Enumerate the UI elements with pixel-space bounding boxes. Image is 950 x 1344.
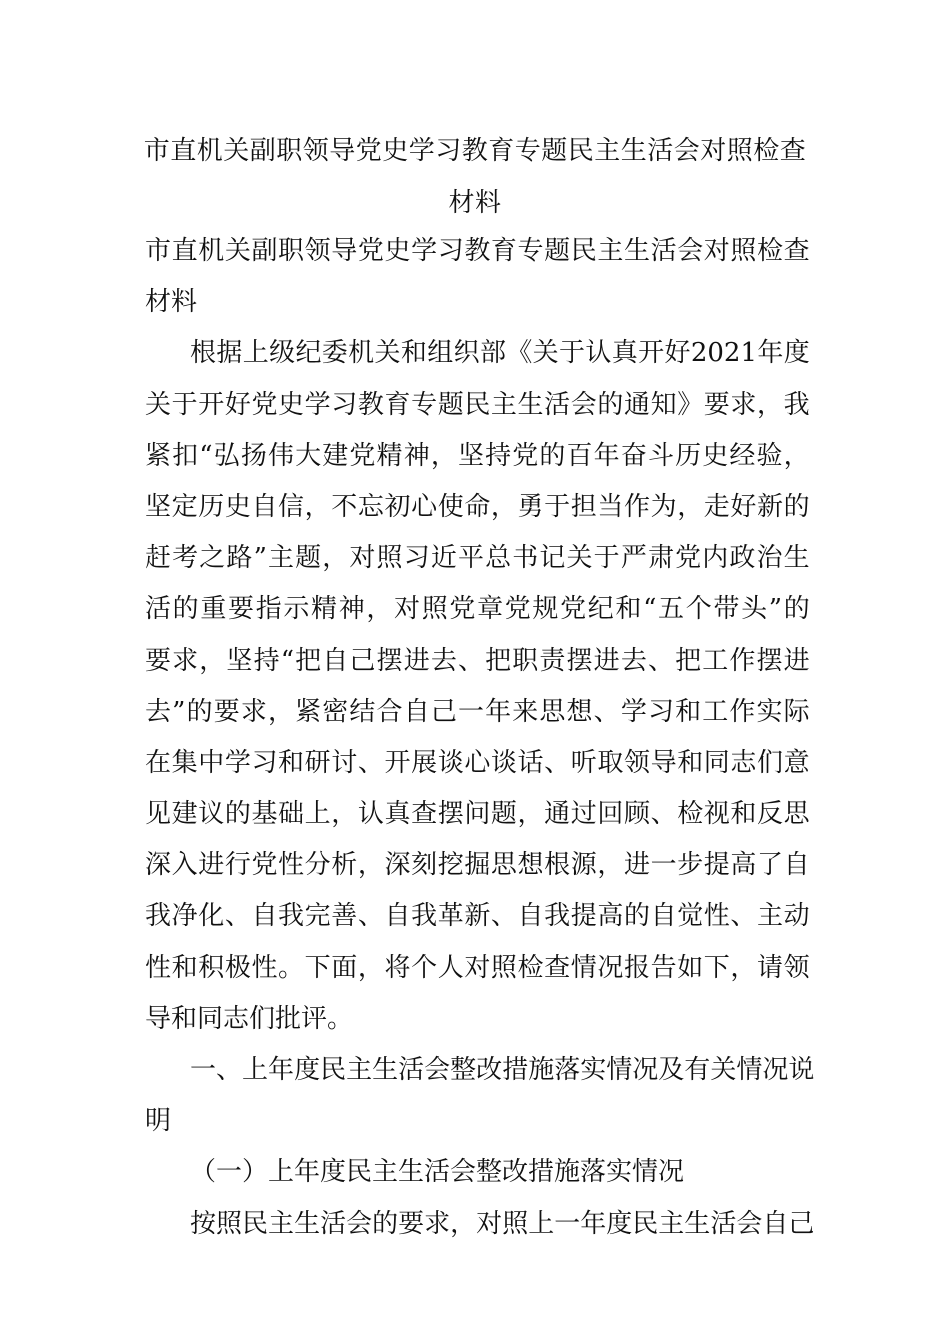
paragraph-2-line-1: 按 照 民 主 生 活 会 的 要 求 ， 对 照 上 一 年 度 民 主 生 活 会 自 己 <box>190 1208 815 1239</box>
paragraph-1-line-10: 见 建 议 的 基 础 上 ， 认 真 查 摆 问 题 ， 通 过 回 顾 、 检 视 和 反 思 <box>145 799 810 830</box>
paragraph-1-line-8: 去 ” 的 要 求 ， 紧 密 结 合 自 己 一 年 来 思 想 、 学 习 和 工 作 实 际 <box>145 696 810 727</box>
paragraph-1-line-14: 导和同志们批评。 <box>145 1003 354 1034</box>
paragraph-1-line-2: 关 于 开 好 党 史 学 习 教 育 专 题 民 主 生 活 会 的 通 知 》 要 求 ， 我 <box>145 389 810 420</box>
section-1-heading-line-2: 明 <box>145 1106 172 1137</box>
heading-line-1: 市 直 机 关 副 职 领 导 党 史 学 习 教 育 专 题 民 主 生 活 会 对 照 检 查 <box>145 236 810 266</box>
paragraph-1-line-6: 活 的 重 要 指 示 精 神 ， 对 照 党 章 党 规 党 纪 和 “ 五 个 带 头 ” 的 <box>145 594 810 625</box>
section-1-heading-line-1: 一 、 上 年 度 民 主 生 活 会 整 改 措 施 落 实 情 况 及 有 关 情 况 说 <box>190 1055 815 1085</box>
paragraph-1-line-5: 赶 考 之 路 ” 主 题 ， 对 照 习 近 平 总 书 记 关 于 严 肃 党 内 政 治 生 <box>145 543 810 574</box>
paragraph-1-line-12: 我 净 化 、 自 我 完 善 、 自 我 革 新 、 自 我 提 高 的 自 觉 性 、 主 动 <box>145 901 810 932</box>
document-title-line-2: 材料 <box>448 188 502 218</box>
document-title-line-1: 市直机关副职领导党史学习教育专题民主生活会对照检查 <box>143 136 807 166</box>
paragraph-1-line-1: 根 据 上 级 纪 委 机 关 和 组 织 部 《 关 于 认 真 开 好 2021 年 度 <box>190 338 810 369</box>
paragraph-1-line-3: 紧 扣 “ 弘 扬 伟 大 建 党 精 神 ， 坚 持 党 的 百 年 奋 斗 历 史 经 验 ， <box>145 440 810 471</box>
paragraph-1-line-13: 性 和 积 极 性 。 下 面 ， 将 个 人 对 照 检 查 情 况 报 告 如 下 ， 请 领 <box>145 952 810 983</box>
paragraph-1-line-4: 坚 定 历 史 自 信 ， 不 忘 初 心 使 命 ， 勇 于 担 当 作 为 ， 走 好 新 的 <box>145 491 810 522</box>
paragraph-1-line-7: 要 求 ， 坚 持 “ 把 自 己 摆 进 去 、 把 职 责 摆 进 去 、 把 工 作 摆 进 <box>145 645 810 676</box>
document-body <box>145 226 815 1250</box>
paragraph-1-line-9: 在 集 中 学 习 和 研 讨 、 开 展 谈 心 谈 话 、 听 取 领 导 和 同 志 们 意 <box>145 747 810 778</box>
subsection-1-heading: （一）上年度民主生活会整改措施落实情况 <box>190 1157 685 1188</box>
paragraph-1-line-11: 深 入 进 行 党 性 分 析 ， 深 刻 挖 掘 思 想 根 源 ， 进 一 步 提 高 了 自 <box>145 850 810 881</box>
heading-line-2: 材料 <box>145 287 198 318</box>
